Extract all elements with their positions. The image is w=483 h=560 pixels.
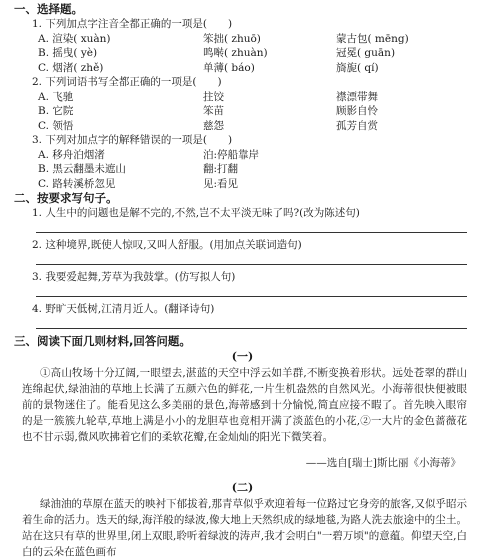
rewrite-prompt: 4. 野旷天低树,江清月近人。(翻译诗句) [32, 303, 215, 315]
option: C. 领悟 [38, 119, 74, 132]
option: 见:看见 [203, 177, 239, 190]
option: 翻:打翻 [203, 163, 239, 175]
section-heading: 二、按要求写句子。 [14, 191, 118, 205]
option: A. 渲染( xuàn) [38, 32, 111, 45]
rewrite-prompt: 1. 人生中的问题也是解不完的,不然,岂不太平淡无味了吗?(改为陈述句) [32, 207, 360, 219]
passage-title: (一) [231, 350, 254, 363]
option: C. 路转溪桥忽见 [38, 177, 116, 190]
option: 鸣啭( zhuàn) [203, 47, 268, 59]
option: 顾影自怜 [336, 105, 378, 117]
option: 旖旎( qí) [336, 61, 379, 74]
option [336, 148, 466, 163]
option: 慈怨 [203, 119, 224, 132]
option: 冠冕( guān) [336, 47, 396, 59]
option [336, 162, 466, 177]
options-grid [38, 148, 471, 192]
option: A. 移舟泊烟渚 [38, 148, 105, 161]
passage-paragraph: 绿油油的草原在蓝天的映衬下郁拔着,那青草似乎欢迎着每一位路过它身旁的旅客,又似乎昭示着生命的活力。迭天的绿,海洋般的绿波,像大地上天然织成的绿地毯,为路人洗去旅途中的尘土。站在这只有草的世界里,闭上双眼,聆听着绿波的涛声,我才会明白"一碧万顷"的意蕴。仰望天空,白白的云朵在蓝色画布 [22, 498, 467, 558]
option: 笨拙( zhuō) [203, 32, 261, 45]
passage-paragraph: ①高山牧场十分辽阔,一眼望去,湛蓝的天空中浮云如羊群,不断变换着形状。远处苍翠的群山连绵起伏,绿油油的草地上长满了五颜六色的鲜花,一片生机盎然的自然风光。小海蒂很快便被眼前的景物迷住了。能看见这么多美丽的景色,海蒂感到十分愉悦,简直应接不暇了。首先映入眼帘的是一簇簇九轮草,草地上满是小小的龙胆草也竟相开满了淡蓝色的小花,②一大片的金色蔷薇花也不甘示弱,微风吹拂着它们的柔软花瓣,在金灿灿的阳光下微笑着。 [22, 367, 467, 443]
option [336, 177, 466, 192]
rewrite-prompt: 2. 这种境界,既使人惊叹,又叫人舒服。(用加点关联词造句) [32, 239, 302, 251]
option: B. 摇曳( yè) [38, 47, 98, 59]
option: 拄饺 [203, 90, 224, 103]
section-heading: 三、阅读下面几则材料,回答问题。 [14, 334, 191, 348]
option: 蒙古包( mēng) [336, 32, 409, 45]
option: 笨苗 [203, 105, 224, 117]
option: 单薄( báo) [203, 61, 255, 74]
option: C. 烟渚( zhě) [38, 61, 104, 74]
option: B. 它院 [38, 105, 74, 117]
options-grid [38, 90, 471, 134]
option: 泊:停船靠岸 [203, 148, 260, 161]
question-stem: 1. 下列加点字注音全都正确的一项是( ) [32, 18, 233, 30]
passage-source: ——选自[瑞士]斯比丽《小海蒂》 [305, 456, 461, 469]
option: 孤芳自赏 [336, 119, 378, 132]
options-grid [38, 32, 471, 76]
question-stem: 2. 下列词语书写全都正确的一项是( ) [32, 76, 222, 88]
question-stem: 3. 下列对加点字的解释错误的一项是( ) [32, 134, 233, 146]
section-heading: 一、选择题。 [14, 2, 83, 16]
option: A. 飞驰 [38, 90, 74, 103]
option: 襟漂带舞 [336, 90, 378, 103]
option: B. 黑云翻墨未遮山 [38, 163, 126, 175]
passage-title: (二) [231, 481, 254, 494]
rewrite-prompt: 3. 我要爱起舞,芳草为我鼓掌。(仿写拟人句) [32, 271, 236, 283]
